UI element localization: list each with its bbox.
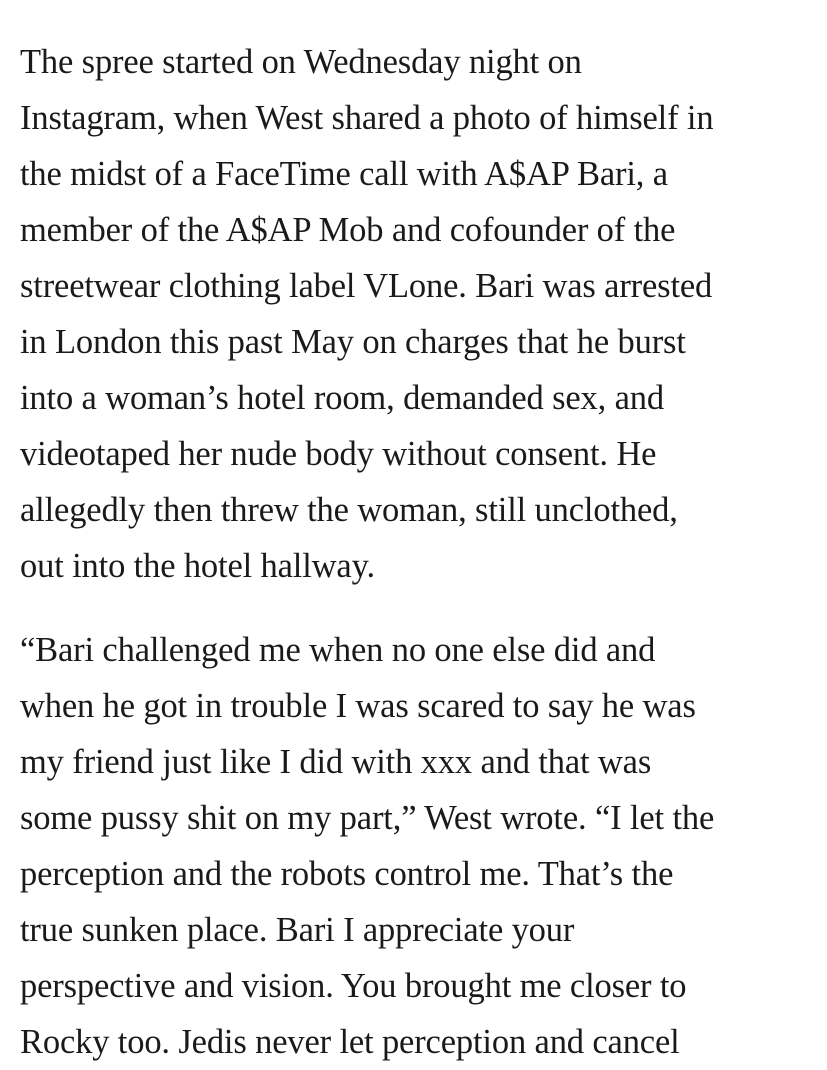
paragraph-line: member of the A$AP Mob and cofounder of the <box>20 211 676 249</box>
paragraph-line: allegedly then threw the woman, still unclothed, <box>20 491 678 529</box>
paragraph-line: into a woman’s hotel room, demanded sex, and <box>20 379 664 417</box>
paragraph-line: Rocky too. Jedis never let perception and cancel <box>20 1023 680 1061</box>
paragraph-line: the midst of a FaceTime call with A$AP Bari, a <box>20 155 668 193</box>
paragraph-line: streetwear clothing label VLone. Bari was arrested <box>20 267 713 305</box>
paragraph-line: perspective and vision. You brought me closer to <box>20 967 687 1005</box>
paragraph-line: perception and the robots control me. That’s the <box>20 855 674 893</box>
paragraph-line: some pussy shit on my part,” West wrote. “I let the <box>20 799 715 837</box>
paragraph-1 <box>20 34 820 594</box>
paragraph-line: The spree started on Wednesday night on <box>20 43 582 81</box>
paragraph-line: videotaped her nude body without consent. He <box>20 435 657 473</box>
paragraph-line: my friend just like I did with xxx and that was <box>20 743 652 781</box>
paragraph-line: true sunken place. Bari I appreciate your <box>20 911 575 949</box>
paragraph-2 <box>20 622 820 1070</box>
article-body <box>20 34 820 1070</box>
paragraph-line: “Bari challenged me when no one else did and <box>20 631 656 669</box>
paragraph-line: when he got in trouble I was scared to say he was <box>20 687 696 725</box>
paragraph-line: out into the hotel hallway. <box>20 547 375 585</box>
paragraph-line: Instagram, when West shared a photo of himself in <box>20 99 714 137</box>
paragraph-line: in London this past May on charges that he burst <box>20 323 686 361</box>
